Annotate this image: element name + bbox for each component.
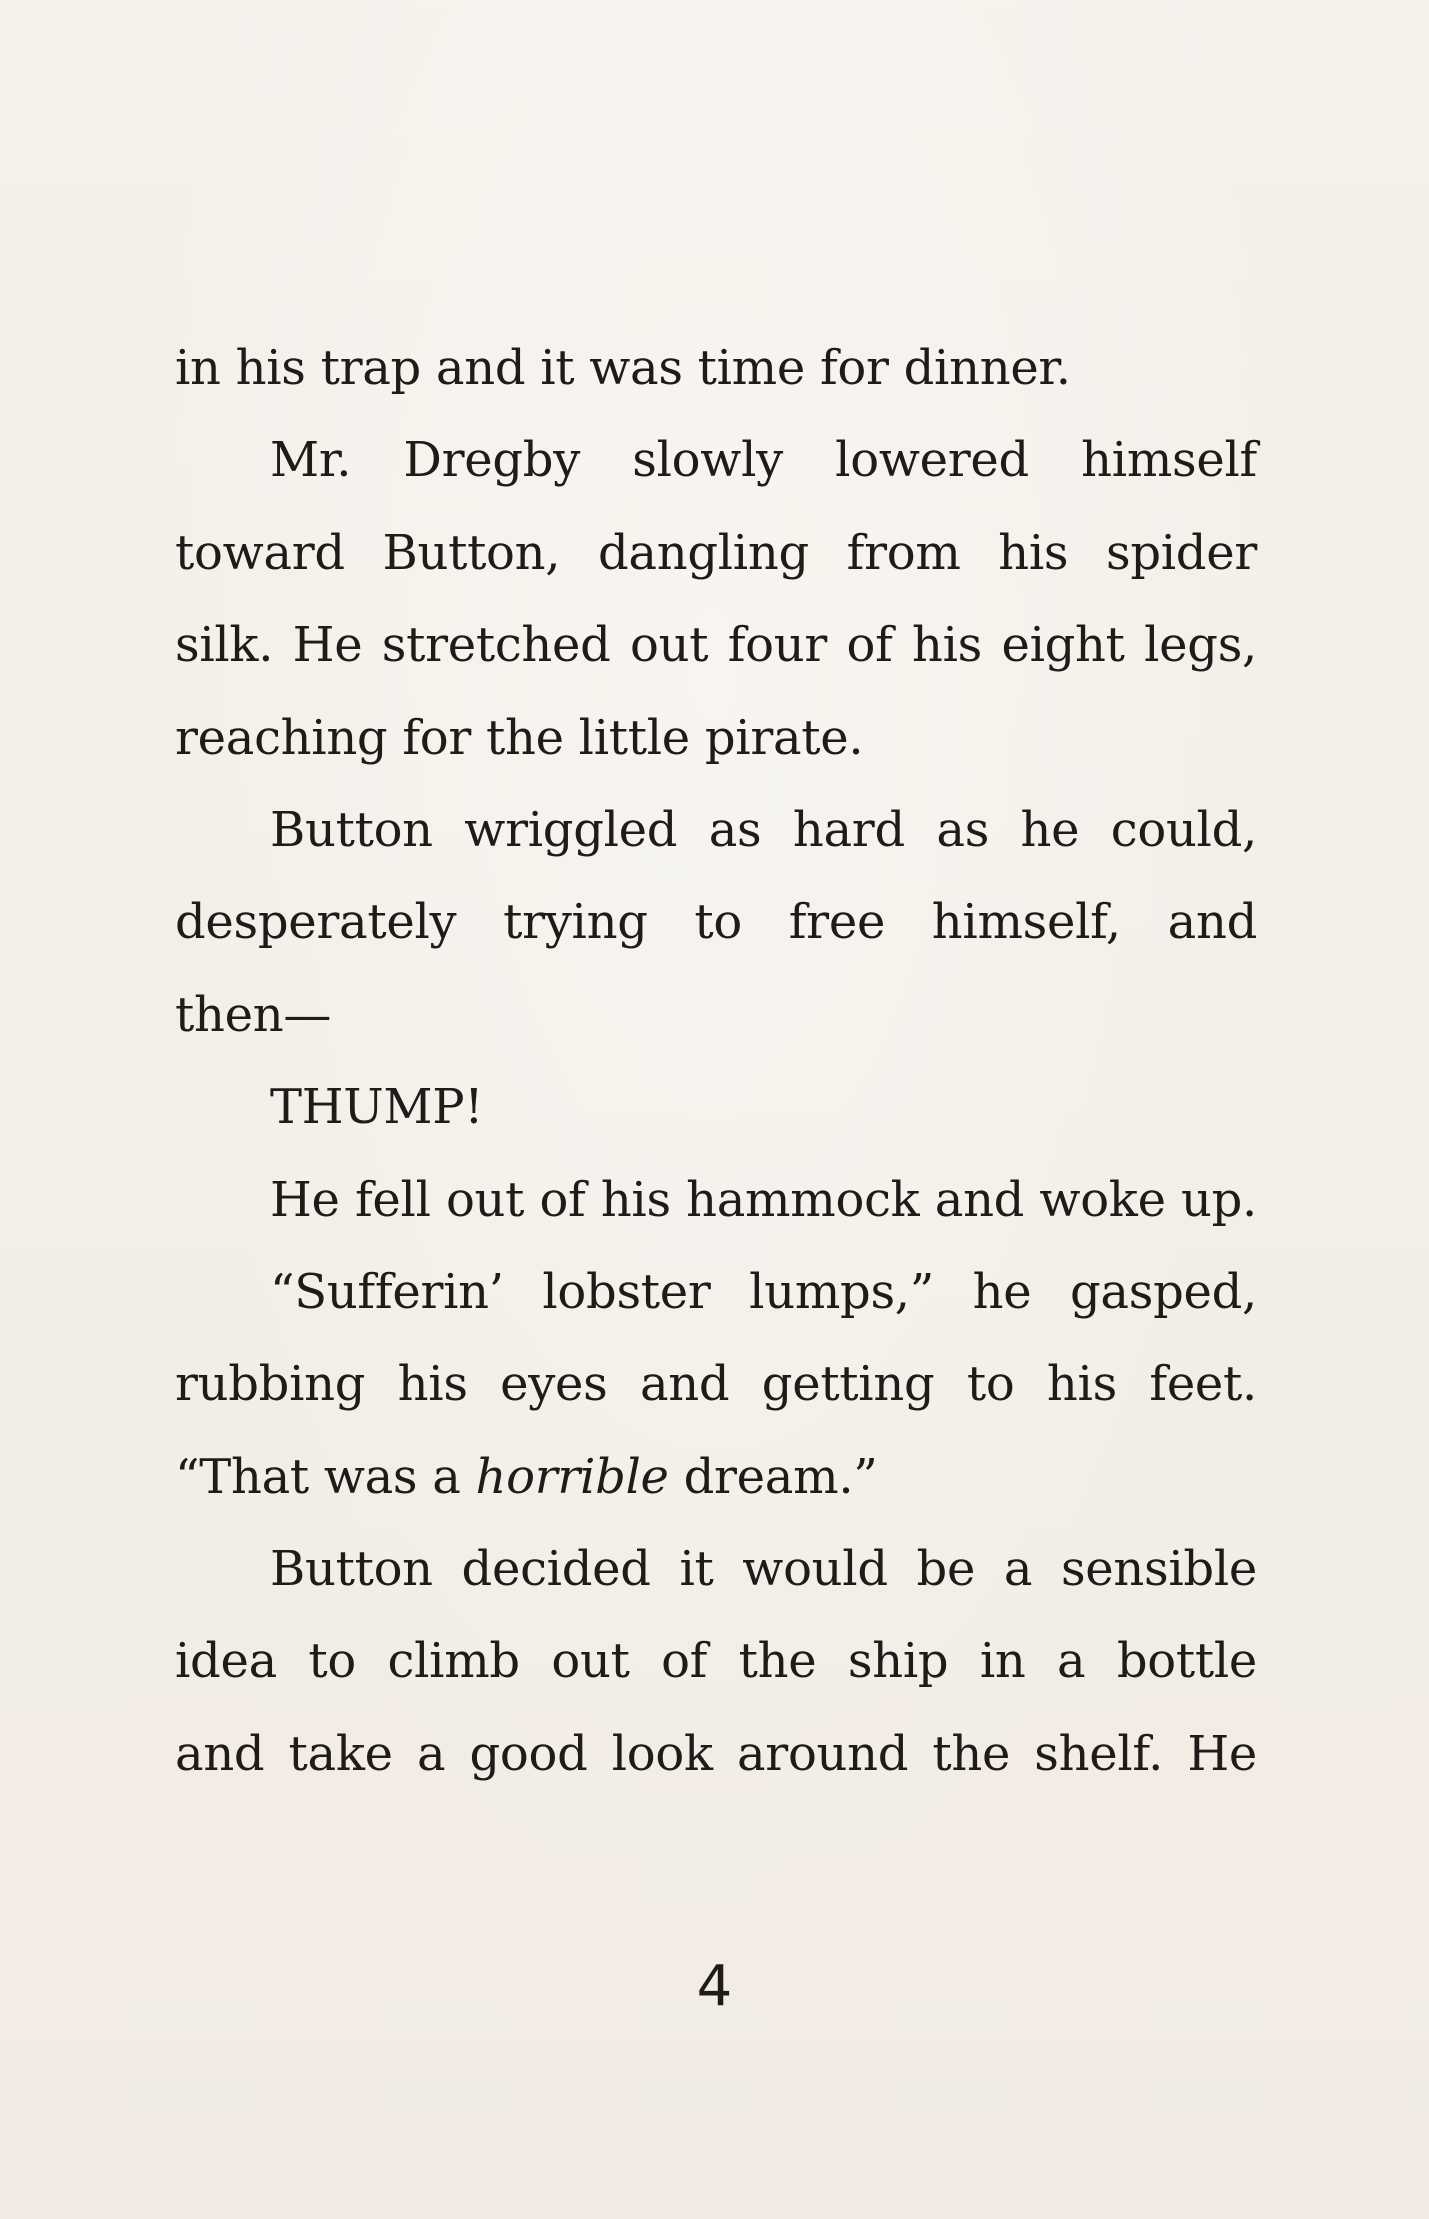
text-fragment: dream.” <box>668 1448 878 1505</box>
text-line: desperately trying to free himself, and <box>175 894 1257 951</box>
page-number: 4 <box>696 1954 733 2019</box>
text-fragment: “That was a <box>175 1448 476 1505</box>
text-line: and take a good look around the shelf. He <box>175 1725 1257 1782</box>
text-line: “Sufferin’ lobster lumps,” he gasped, <box>270 1263 1257 1320</box>
text-line: Mr. Dregby slowly lowered himself <box>270 432 1257 489</box>
text-line: silk. He stretched out four of his eight legs, <box>175 617 1257 674</box>
text-line: reaching for the little pirate. <box>175 709 864 766</box>
body-text <box>175 322 1257 1800</box>
text-line: Button wriggled as hard as he could, <box>270 801 1257 858</box>
text-line: idea to climb out of the ship in a bottle <box>175 1633 1257 1690</box>
text-line: then— <box>175 986 332 1043</box>
text-line-emphasis: THUMP! <box>270 1079 484 1136</box>
text-line: He fell out of his hammock and woke up. <box>270 1171 1257 1228</box>
text-line: in his trap and it was time for dinner. <box>175 340 1071 396</box>
text-line: rubbing his eyes and getting to his feet. <box>175 1356 1257 1413</box>
emphasized-word: horrible <box>475 1448 669 1505</box>
text-line <box>175 1431 1257 1523</box>
text-line: toward Button, dangling from his spider <box>175 524 1257 581</box>
text-line: Button decided it would be a sensible <box>270 1541 1257 1598</box>
